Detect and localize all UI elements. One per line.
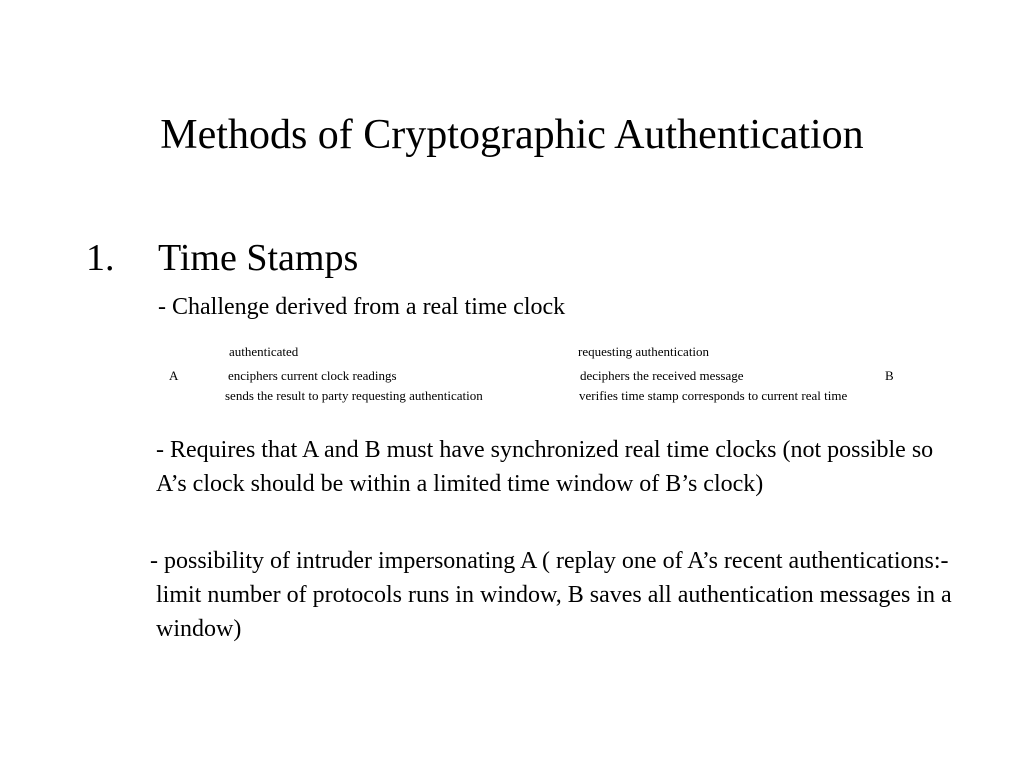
b-action-decipher: deciphers the received message	[580, 368, 744, 383]
label-authenticated: authenticated	[229, 344, 299, 359]
subtitle: - Challenge derived from a real time clock	[158, 294, 566, 320]
slide-title: Methods of Cryptographic Authentication	[160, 112, 864, 158]
a-action-encipher: enciphers current clock readings	[228, 368, 397, 383]
point-intruder-replay-text: - possibility of intruder impersonating A ( replay one of A’s recent authentications:- limit number of protocols runs in window, B saves all authentication messages in a window)	[150, 548, 952, 642]
list-item-number: 1.	[86, 237, 115, 279]
a-action-send: sends the result to party requesting authentication	[225, 388, 483, 403]
point-synchronized-clocks-text: - Requires that A and B must have synchronized real time clocks (not possible so A’s clock should be within a limited time window of B’s clock)	[156, 437, 934, 497]
party-a: A	[169, 368, 179, 383]
party-b: B	[885, 368, 894, 383]
label-requesting-authentication: requesting authentication	[578, 344, 710, 359]
b-action-verify: verifies time stamp corresponds to current real time	[579, 388, 848, 403]
point-intruder-replay	[150, 544, 956, 646]
point-synchronized-clocks	[156, 433, 956, 501]
list-item-heading: Time Stamps	[158, 237, 359, 279]
